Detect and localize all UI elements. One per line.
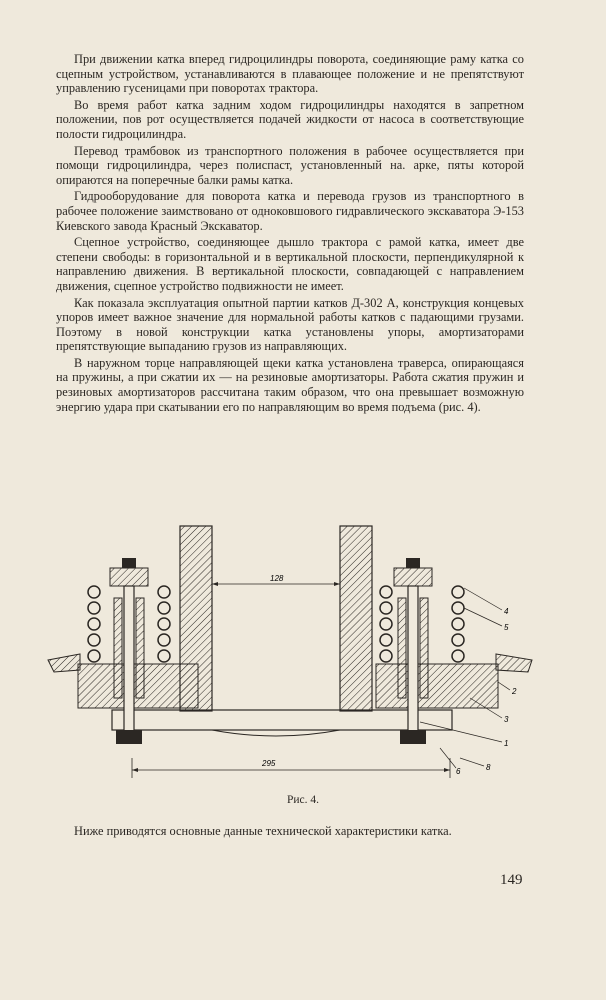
figure-4-drawing — [40, 522, 560, 782]
left-spring-assembly — [48, 558, 198, 744]
paragraph-4: Гидрооборудование для поворота катка и перевода грузов из транспортного в рабочее положение заимствовано от одноковшового гидравлического экскаватора Э-153 Киевского завода Красный Экскаватор. — [56, 189, 524, 233]
paragraph-3: Перевод трамбовок из транспортного положения в рабочее осуществляется при помощи гидроцилиндра, через полиспаст, установленный на. арке, пяты которой опираются на поперечные балки рамы катка. — [56, 143, 524, 187]
page-number: 149 — [500, 872, 523, 888]
dimension-top-label: 128 — [270, 574, 284, 583]
right-spring-assembly — [376, 558, 532, 744]
dimension-bottom-label: 295 — [262, 759, 276, 768]
callout-2: 2 — [512, 687, 517, 696]
callout-8: 8 — [486, 763, 491, 772]
paragraph-7: В наружном торце направляющей щеки катка установлена траверса, опирающаяся на пружины, а при сжатии их — на резиновые амортизаторы. Работа сжатия пружин и резиновых амортизаторов рассчитана таким образом, что она превышает возможную энергию удара при скатывании его по направляющим во время подъема (рис. 4). — [56, 355, 524, 414]
callout-4: 4 — [504, 607, 509, 616]
paragraph-5: Сцепное устройство, соединяющее дышло трактора с рамой катка, имеет две степени свободы: в горизонтальной и в вертикальной плоскости, перпендикулярной к направлению движения. В вертикальной плоскости, совпадающей с направлением движения, сцепное устройство подвижности не имеет. — [56, 235, 524, 293]
callout-3: 3 — [504, 715, 509, 724]
right-guide-plate — [340, 526, 372, 711]
callout-5: 5 — [504, 623, 509, 632]
body-text — [56, 52, 524, 416]
closing-paragraph: Ниже приводятся основные данные технической характеристики катка. — [74, 824, 452, 838]
paragraph-1: При движении катка вперед гидроцилиндры поворота, соединяющие раму катка со сцепным устройством, устанавливаются в плавающее положение и не препятствуют управлению гусеницами при поворотах трактора. — [56, 52, 524, 96]
callout-1: 1 — [504, 739, 509, 748]
figure-caption: Рис. 4. — [286, 794, 320, 806]
callout-6: 6 — [456, 767, 461, 776]
bottom-traverse — [112, 710, 452, 730]
paragraph-6: Как показала эксплуатация опытной партии катков Д-302 А, конструкция концевых упоров имеет важное значение для нормальной работы катков с падающими грузами. Поэтому в новой конструкции катка установлены упоры, амортизаторами препятствующие выпаданию грузов из направляющих. — [56, 295, 524, 354]
paragraph-2: Во время работ катка задним ходом гидроцилиндры находятся в запретном положении, пов рот осуществляется подачей жидкости от насоса в соответствующие полости гидроцилиндра. — [56, 97, 524, 141]
